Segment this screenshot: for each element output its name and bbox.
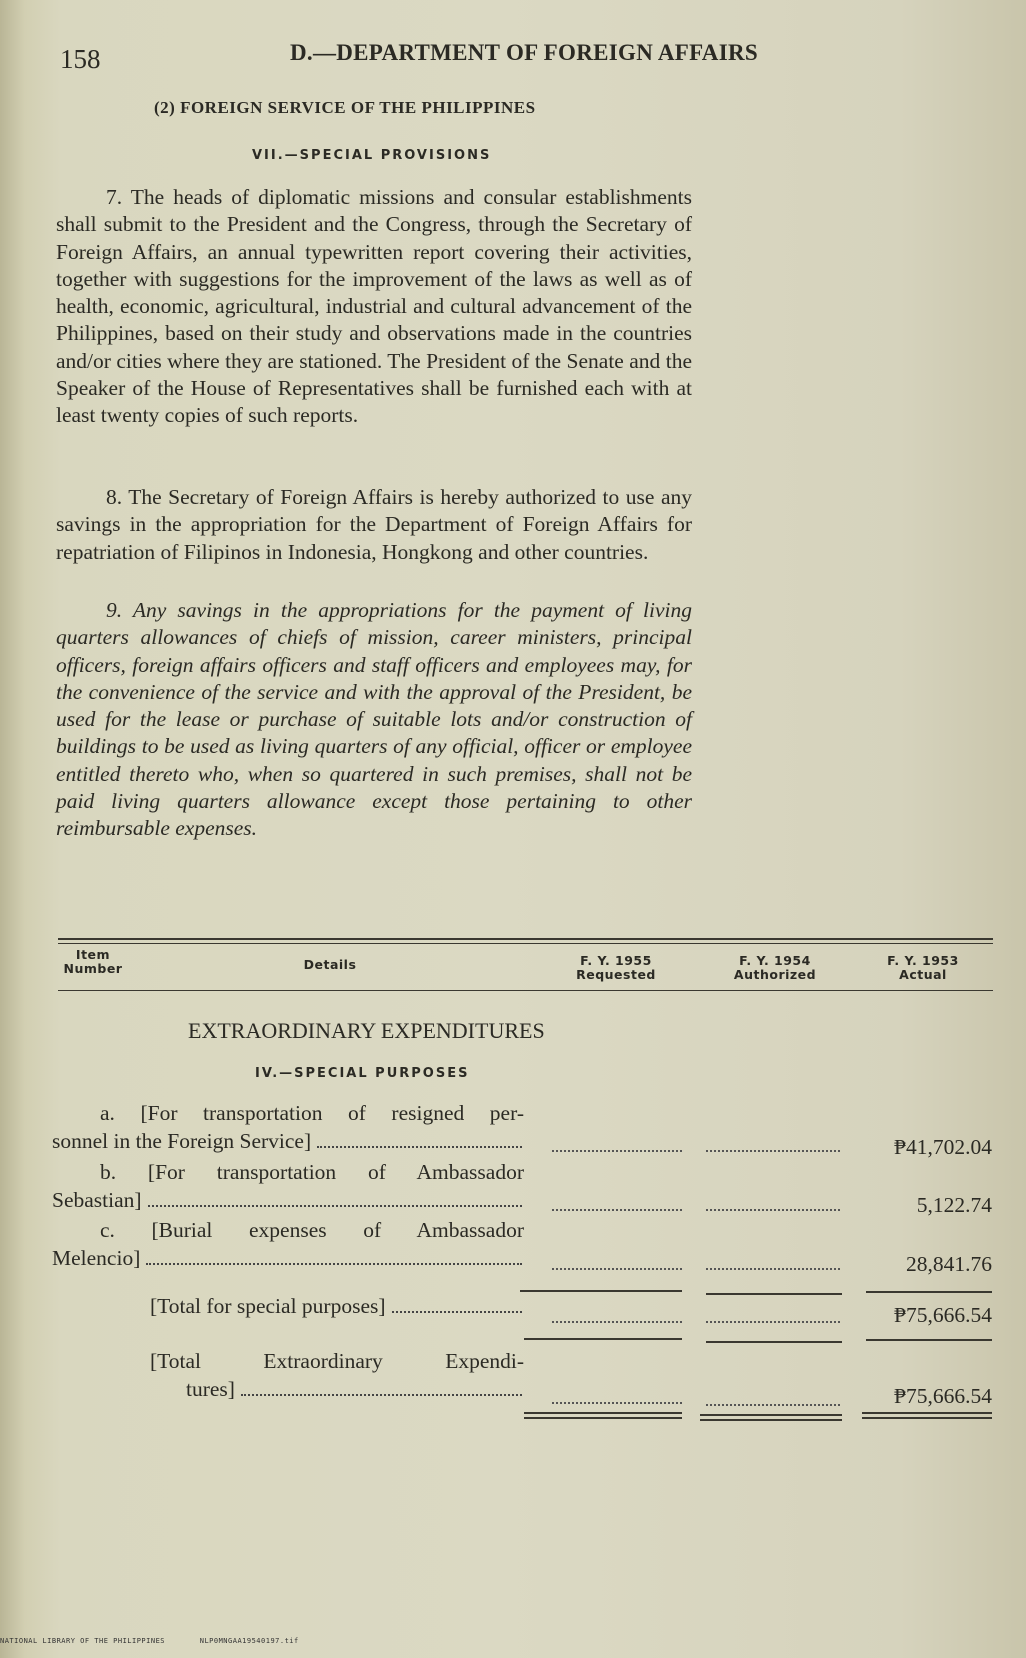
leader-dots (146, 1263, 522, 1265)
grand-total-double-rule (862, 1412, 992, 1419)
extraordinary-expenditures-title: EXTRAORDINARY EXPENDITURES (188, 1018, 545, 1043)
item-b-line2: Sebastian] (52, 1187, 142, 1212)
leader-dots (317, 1146, 522, 1148)
fy1955-blank (552, 1150, 682, 1152)
provision-7-text: 7. The heads of diplomatic missions and consular establishments shall submit to the President and the Congress, through the Secretary of Foreign Affairs, an annual typewritten report covering their activities, together with suggestions for the improvement of the laws as well as of health, economic, agricultural, industrial and cultural advancement of the Philippines, based on their study and observations made in the countries and/or cities where they are stationed. The President of the Senate and the Speaker of the House of Representatives shall be furnished each with at least twenty copies of such reports. (56, 185, 692, 428)
subtotal-rule (706, 1293, 842, 1295)
special-purposes-heading: IV.—SPECIAL PURPOSES (255, 1066, 470, 1081)
special-provisions-heading: VII.—SPECIAL PROVISIONS (252, 148, 492, 163)
fy1954-blank (706, 1321, 840, 1323)
total-extraordinary-line1: [Total Extraordinary Expendi- (150, 1349, 524, 1373)
table-top-rule-thin (58, 943, 993, 944)
total-rule (706, 1341, 842, 1343)
total-special-label: [Total for special purposes] (150, 1294, 386, 1318)
subtotal-rule (520, 1290, 682, 1292)
grand-total-double-rule (524, 1412, 682, 1419)
leader-dots (148, 1205, 522, 1207)
provision-9-text: 9. Any savings in the appropriations for the payment of living quarters allowances of chiefs of mission, career ministers, principal officers, foreign affairs officers and staff officers and employees may, for the convenience of the service and with the approval of the President, be used for the lease or purchase of suitable lots and/or construction of buildings to be used as living quarters of any official, officer or employee entitled thereto who, when so quartered in such premises, shall not be paid living quarters allowance except those pertaining to other reimbursable expenses. (56, 598, 692, 841)
scan-footer (0, 1637, 329, 1645)
table-top-rule (58, 938, 993, 940)
page-number: 158 (60, 44, 101, 74)
fy1955-blank (552, 1268, 682, 1270)
fy1955-blank (552, 1402, 682, 1404)
total-extraordinary-row (150, 1348, 524, 1403)
col-fy1955: F. Y. 1955 Requested (576, 953, 656, 982)
total-special-actual: ₱75,666.54 (894, 1303, 992, 1327)
leader-dots (392, 1311, 522, 1313)
item-b-line1: b. [For transportation of Ambassador (100, 1160, 524, 1184)
leader-dots (241, 1394, 522, 1396)
item-a-line2: sonnel in the Foreign Service] (52, 1128, 312, 1153)
item-c-line2: Melencio] (52, 1245, 141, 1270)
fy1954-blank (706, 1150, 840, 1152)
item-c-line1: c. [Burial expenses of Ambassador (100, 1218, 524, 1242)
item-b-actual: 5,122.74 (916, 1193, 992, 1217)
col-fy1953: F. Y. 1953 Actual (887, 953, 959, 982)
table-row (52, 1217, 524, 1272)
fy1955-blank (552, 1209, 682, 1211)
col-fy1954: F. Y. 1954 Authorized (733, 953, 817, 982)
total-extraordinary-line2: tures] (186, 1376, 235, 1401)
fy1955-blank (552, 1321, 682, 1323)
table-header-bottom-rule (58, 990, 993, 991)
provision-9 (56, 597, 692, 843)
item-a-actual: ₱41,702.04 (894, 1135, 992, 1159)
running-head: D.—DEPARTMENT OF FOREIGN AFFAIRS (290, 40, 758, 65)
total-special-row (150, 1293, 524, 1321)
col-details: Details (303, 957, 357, 972)
provision-8 (56, 484, 692, 566)
provision-8-text: 8. The Secretary of Foreign Affairs is hereby authorized to use any savings in the appropriation for the Department of Foreign Affairs for repatriation of Filipinos in Indonesia, Hongkong and other countries. (56, 485, 692, 564)
fy1954-blank (706, 1268, 840, 1270)
subtotal-rule (866, 1291, 992, 1293)
item-c-actual: 28,841.76 (906, 1252, 992, 1276)
col-item-number: Item Number (63, 947, 123, 976)
total-rule (524, 1338, 682, 1340)
footer-file-id: NLP0MNGAA19540197.tif (199, 1637, 299, 1645)
table-row (52, 1159, 524, 1214)
provision-7 (56, 184, 692, 430)
section-heading: (2) FOREIGN SERVICE OF THE PHILIPPINES (154, 98, 536, 117)
footer-library: NATIONAL LIBRARY OF THE PHILIPPINES (0, 1637, 166, 1645)
total-rule (866, 1339, 992, 1341)
fy1954-blank (706, 1404, 840, 1406)
table-row (52, 1100, 524, 1155)
total-extraordinary-actual: ₱75,666.54 (894, 1384, 992, 1408)
grand-total-double-rule (700, 1414, 842, 1421)
fy1954-blank (706, 1209, 840, 1211)
item-a-line1: a. [For transportation of resigned per- (100, 1101, 524, 1125)
